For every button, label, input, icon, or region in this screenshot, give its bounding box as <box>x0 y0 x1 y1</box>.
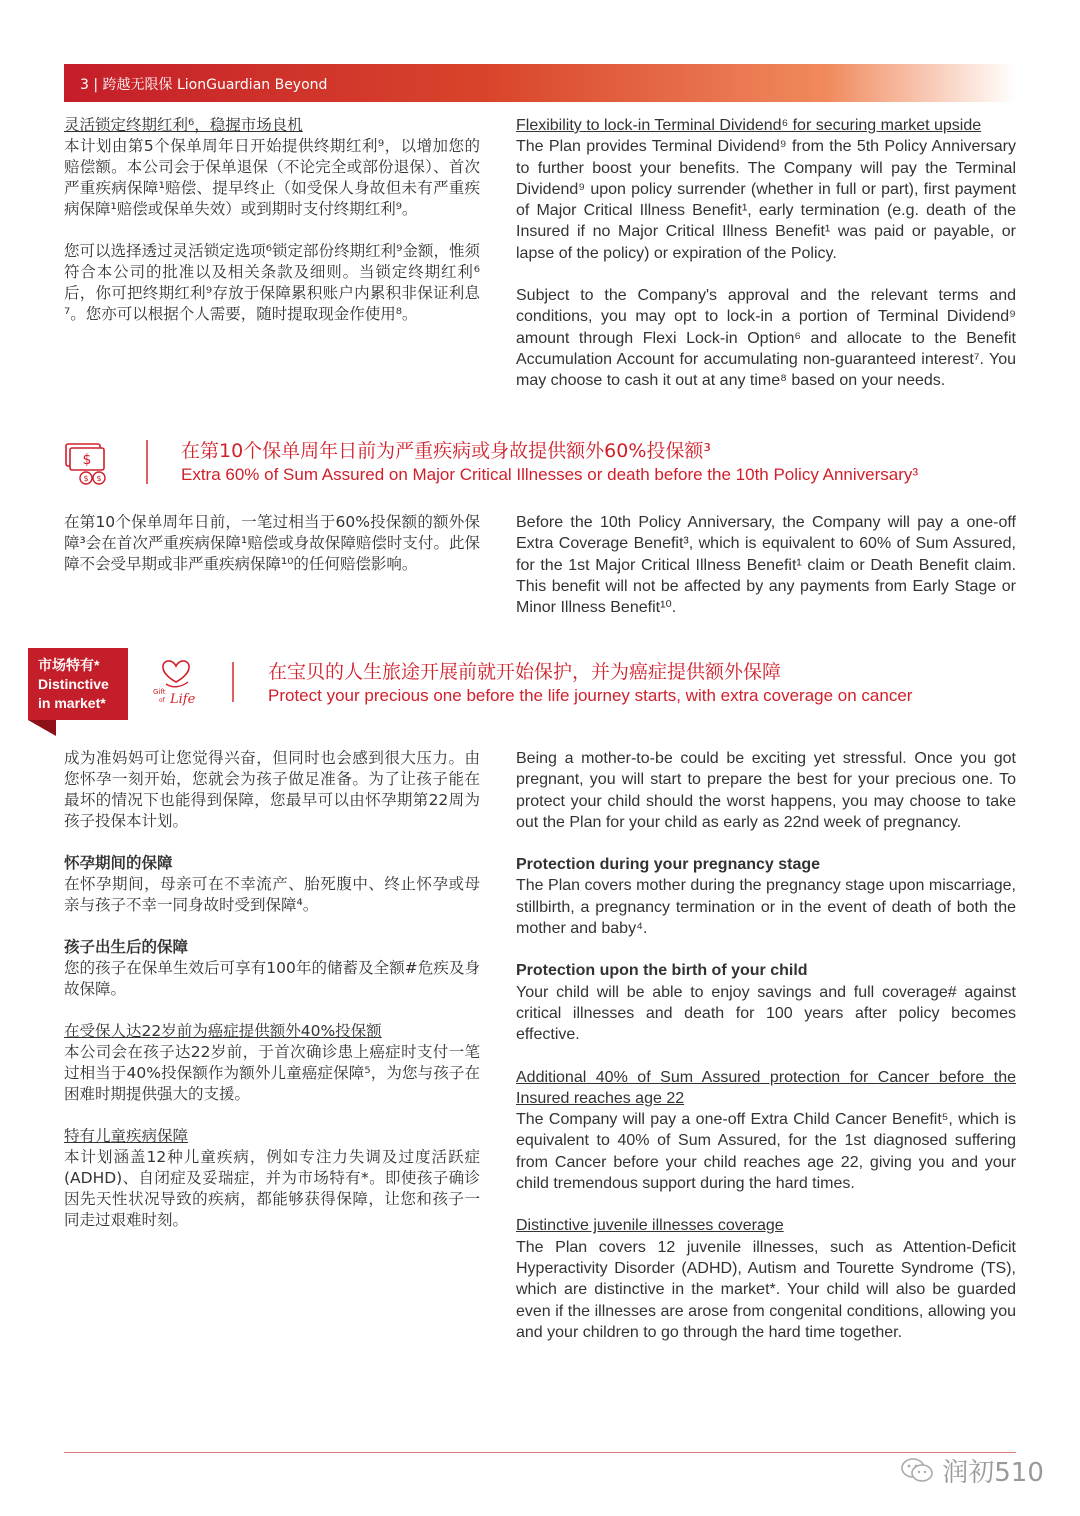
distinctive-badge <box>28 648 128 720</box>
section3-zh-p2: 您的孩子在保单生效后可享有100年的储蓄及全额#危疾及身故保障。 <box>64 959 480 998</box>
money-bills-icon <box>64 442 110 486</box>
section1-zh-p2: 您可以选择透过灵活锁定选项⁶锁定部份终期红利⁹金额，惟须符合本公司的批准以及相关条款及细则。当锁定终期红利⁶后，你可把终期红利⁹存放于保障累积账户内累积非保证利息⁷。您亦可以根据个人需要，随时提取现金作使用⁸。 <box>64 242 480 323</box>
badge-fold <box>28 720 56 736</box>
page-label: 3 | 跨越无限保 LionGuardian Beyond <box>80 77 328 93</box>
section3-en-h1: Protection during your pregnancy stage <box>516 856 821 874</box>
section3-zh-h4: 特有儿童疾病保障 <box>64 1127 189 1145</box>
section2-title <box>181 436 918 485</box>
section3-zh-h3: 在受保人达22岁前为癌症提供额外40%投保额 <box>64 1022 382 1040</box>
section3-zh-intro: 成为准妈妈可让您觉得兴奋，但同时也会感到很大压力。由您怀孕一刻开始，您就会为孩子做足准备。为了让孩子能在最坏的情况下也能得到保障，您最早可以由怀孕期第22周为孩子投保本计划。 <box>64 749 480 830</box>
section1-en-p2: Subject to the Company's approval and the relevant terms and conditions, you may opt to lock-in a portion of Terminal Dividend⁹ amount through Flexi Lock-in Option⁶ and allocate to the Benefit Accumulation Account for accumulating non-guaranteed interest⁷. You may choose to cash it out at any time⁸ based on your needs. <box>516 287 1016 390</box>
header-bar <box>64 64 1016 102</box>
svg-text:$: $ <box>83 474 89 483</box>
section2-en-p: Before the 10th Policy Anniversary, the Company will pay a one-off Extra Coverage Benefit³, which is equivalent to 60% of Sum Assured, for the 1st Major Critical Illness Benefit¹ claim or Death Benefit claim. This benefit will not be affected by any payments from Early Stage or Minor Illness Benefit¹⁰. <box>516 514 1016 617</box>
section3-title-en: Protect your precious one before the life journey starts, with extra coverage on cancer <box>268 686 913 705</box>
section1-en-heading: Flexibility to lock-in Terminal Dividend⁶ for securing market upside <box>516 117 982 134</box>
section3-en-h4: Distinctive juvenile illnesses coverage <box>516 1217 784 1235</box>
svg-text:$: $ <box>96 474 102 483</box>
section3-en-h2: Protection upon the birth of your child <box>516 962 808 980</box>
section3-title-zh: 在宝贝的人生旅途开展前就开始保护，并为癌症提供额外保障 <box>268 661 782 683</box>
section2-en <box>516 512 1016 618</box>
badge-line-2: Distinctive <box>38 676 109 692</box>
section3-zh-p3: 本公司会在孩子达22岁前，于首次确诊患上癌症时支付一笔过相当于40%投保额作为额外儿童癌症保障⁵，为您与孩子在困难时期提供强大的支援。 <box>64 1043 480 1103</box>
watermark <box>900 1452 1044 1490</box>
section2-title-en: Extra 60% of Sum Assured on Major Critical Illnesses or death before the 10th Policy Anniversary³ <box>181 465 919 484</box>
section3-divider <box>232 662 234 702</box>
section2-zh <box>64 512 480 575</box>
svg-text:Life: Life <box>170 692 196 706</box>
svg-text:Gift: Gift <box>153 688 166 696</box>
section3-zh-p4: 本计划涵盖12种儿童疾病，例如专注力失调及过度活跃症 (ADHD)、自闭症及妥瑞症，并为市场特有*。即使孩子确诊因先天性状况导致的疾病，都能够获得保障，让您和孩子一同走过艰难时刻。 <box>64 1148 480 1229</box>
section1-zh-heading: 灵活锁定终期红利⁶，稳握市场良机 <box>64 116 303 134</box>
section3-en-intro: Being a mother-to-be could be exciting yet stressful. Once you got pregnant, you will start to prepare the best for your precious one. To protect your child should the worst happens, you may choose to take out the Plan for your child as early as 22nd week of pregnancy. <box>516 750 1016 831</box>
gift-of-life-icon <box>150 654 200 706</box>
section3-en-p1: The Plan covers mother during the pregnancy stage upon miscarriage, stillbirth, a pregnancy termination or in the event of death of both the mother and baby⁴. <box>516 877 1016 938</box>
wechat-icon <box>900 1457 934 1490</box>
section3-en-p2: Your child will be able to enjoy savings and full coverage# against critical illnesses and death for 100 years after policy becomes effective. <box>516 983 1016 1044</box>
section3-zh-h1: 怀孕期间的保障 <box>64 854 173 872</box>
section3-zh-p1: 在怀孕期间，母亲可在不幸流产、胎死腹中、终止怀孕或母亲与孩子不幸一同身故时受到保障⁴。 <box>64 875 480 914</box>
svg-text:$: $ <box>82 452 92 468</box>
section1-zh-p1: 本计划由第5个保单周年日开始提供终期红利⁹，以增加您的赔偿额。本公司会于保单退保（不论完全或部份退保）、首次严重疾病保障¹赔偿、提早终止（如受保人身故但未有严重疾病保障¹赔偿或保单失效）或到期时支付终期红利⁹。 <box>64 137 480 218</box>
section1-zh <box>64 115 480 325</box>
section3-title <box>268 657 912 706</box>
badge-line-3: in market* <box>38 695 106 711</box>
section3-en-p3: The Company will pay a one-off Extra Child Cancer Benefit⁵, which is equivalent to 40% of Sum Assured, for the 1st diagnosed suffering from Cancer before your child reaches age 22, giving you and your child tremendous support during the hard times. <box>516 1111 1016 1193</box>
section2-title-zh: 在第10个保单周年日前为严重疾病或身故提供额外60%投保额³ <box>181 440 712 462</box>
footer-line <box>64 1452 1016 1453</box>
watermark-text: 润初510 <box>942 1458 1044 1488</box>
section3-zh <box>64 748 480 1231</box>
section3-en-h3: Additional 40% of Sum Assured protection for Cancer before the Insured reaches age 22 <box>516 1068 1016 1107</box>
section3-zh-h2: 孩子出生后的保障 <box>64 938 189 956</box>
svg-text:of: of <box>159 697 165 704</box>
badge-line-1: 市场特有* <box>38 657 100 673</box>
section3-en-p4: The Plan covers 12 juvenile illnesses, such as Attention-Deficit Hyperactivity Disorder (ADHD), Autism and Tourette Syndrome (TS), which are distinctive in the market*. Your child will also be guarded even if the illnesses are arose from congenital conditions, allowing you and your children to go through the hard time together. <box>516 1238 1016 1341</box>
section3-en <box>516 748 1016 1343</box>
section2-zh-p: 在第10个保单周年日前，一笔过相当于60%投保额的额外保障³会在首次严重疾病保障¹赔偿或身故保障赔偿时支付。此保障不会受早期或非严重疾病保障¹⁰的任何赔偿影响。 <box>64 513 480 573</box>
section2-divider <box>146 440 148 484</box>
section1-en-p1: The Plan provides Terminal Dividend⁹ from the 5th Policy Anniversary to further boost your benefits. The Company will pay the Terminal Dividend⁹ upon policy surrender (whether in full or part), first payment of Major Critical Illness Benefit¹, early termination (e.g. death of the Insured if no Major Critical Illness Benefit¹ was paid or payable, or lapse of the policy) or expiration of the Policy. <box>516 138 1016 262</box>
section1-en <box>516 115 1016 392</box>
